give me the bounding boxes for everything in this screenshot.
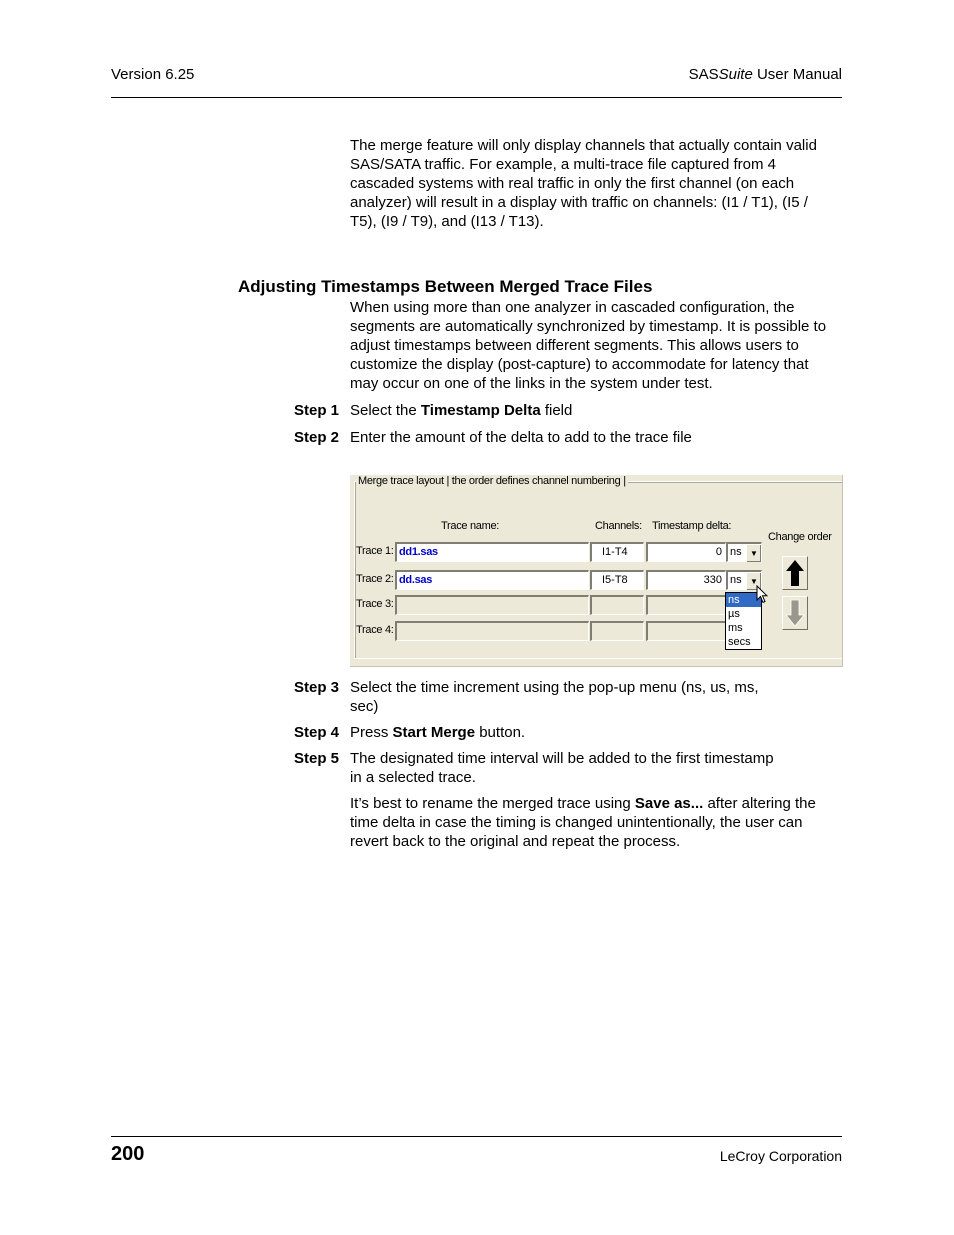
arrow-up-icon <box>783 557 807 589</box>
step-text-line: The designated time interval will be added to the first timestamp <box>350 750 774 767</box>
move-up-button[interactable] <box>782 556 808 590</box>
trace-1-delta-field[interactable]: 0 <box>646 542 726 562</box>
footer-company: LeCroy Corporation <box>719 1148 842 1164</box>
section-line: When using more than one analyzer in cascaded configuration, the <box>350 299 795 316</box>
dropdown-option-ns[interactable]: ns <box>726 593 761 607</box>
step-5 <box>294 749 842 787</box>
trace-2-name-field[interactable]: dd.sas <box>395 570 589 590</box>
section-line: may occur on one of the links in the system under test. <box>350 375 713 392</box>
header-rule <box>111 97 842 98</box>
intro-line: cascaded systems with real traffic in only the first channel (on each <box>350 175 795 192</box>
trace-4-delta-field <box>646 621 726 641</box>
trace-1-channels-field: I1-T4 <box>590 542 644 562</box>
mouse-cursor-icon <box>756 585 768 605</box>
trace-1-label: Trace 1: <box>356 545 394 557</box>
footer-rule <box>111 1136 842 1137</box>
change-order-label: Change order <box>768 531 832 543</box>
step-2 <box>294 428 842 447</box>
trace-4-label: Trace 4: <box>356 624 394 636</box>
manual-italic: Suite <box>718 66 753 83</box>
step-label: Step 1 <box>294 402 340 419</box>
closing-line: time delta in case the timing is changed unintentionally, the user can <box>350 814 803 831</box>
step-label: Step 3 <box>294 679 340 696</box>
trace-3-delta-field <box>646 595 726 615</box>
section-line: segments are automatically synchronized by timestamp. It is possible to <box>350 318 827 335</box>
step-text-line: in a selected trace. <box>350 769 476 786</box>
closing-line: revert back to the original and repeat the process. <box>350 833 681 850</box>
step-text-line: sec) <box>350 698 379 715</box>
closing-pre: It’s best to rename the merged trace using <box>350 795 635 812</box>
step-text: Enter the amount of the delta to add to the trace file <box>350 429 692 446</box>
intro-line: analyzer) will result in a display with traffic on channels: (I1 / T1), (I5 / <box>350 194 808 211</box>
trace-2-delta-field[interactable]: 330 <box>646 570 726 590</box>
trace-2-label: Trace 2: <box>356 573 394 585</box>
step-label: Step 4 <box>294 724 340 741</box>
trace-3-channels-field <box>590 595 644 615</box>
section-line: adjust timestamps between different segments. This allows users to <box>350 337 799 354</box>
intro-line: SAS/SATA traffic. For example, a multi-trace file captured from 4 <box>350 156 776 173</box>
header-version: Version 6.25 <box>111 66 195 83</box>
trace-4-channels-field <box>590 621 644 641</box>
trace-1-name-field[interactable]: dd1.sas <box>395 542 589 562</box>
step-text <box>350 723 790 742</box>
closing-bold: Save as... <box>634 795 704 812</box>
trace-2-channels-field: I5-T8 <box>590 570 644 590</box>
step-label: Step 2 <box>294 429 340 446</box>
trace-3-name-field <box>395 595 589 615</box>
merge-trace-layout-panel <box>350 475 843 667</box>
chevron-down-icon[interactable]: ▼ <box>746 544 761 562</box>
step-text <box>350 401 790 420</box>
col-trace-name: Trace name: <box>441 520 500 532</box>
closing-line <box>350 794 842 813</box>
step-1 <box>294 401 842 420</box>
step-4 <box>294 723 842 742</box>
intro-line: T5), (I9 / T9), and (I13 / T13). <box>350 213 544 230</box>
step-text <box>350 678 790 716</box>
manual-suffix: User Manual <box>752 66 842 83</box>
intro-paragraph <box>350 136 842 231</box>
step-text-post: button. <box>475 724 526 741</box>
intro-line: The merge feature will only display channels that actually contain valid <box>350 137 817 154</box>
trace-2-unit-value: ns <box>730 574 742 586</box>
trace-3-label: Trace 3: <box>356 598 394 610</box>
section-heading: Adjusting Timestamps Between Merged Trace Files <box>238 277 653 296</box>
page-number: 200 <box>111 1143 145 1165</box>
groupbox-legend: Merge trace layout | the order defines channel numbering | <box>358 475 626 487</box>
dropdown-option-ms[interactable]: ms <box>728 622 743 634</box>
step-text-post: field <box>540 402 573 419</box>
arrow-down-icon <box>783 597 807 629</box>
trace-4-name-field <box>395 621 589 641</box>
step-text-pre: Select the <box>350 402 421 419</box>
section-line: customize the display (post-capture) to accommodate for latency that <box>350 356 809 373</box>
trace-1-unit-select[interactable] <box>726 542 762 562</box>
col-timestamp-delta: Timestamp delta: <box>652 520 732 532</box>
manual-prefix: SAS <box>688 66 719 83</box>
dropdown-option-us[interactable]: µs <box>728 608 740 620</box>
step-label: Step 5 <box>294 750 340 767</box>
chevron-down-icon[interactable]: ▼ <box>746 572 761 590</box>
section-paragraph <box>350 298 842 393</box>
step-text-pre: Press <box>350 724 393 741</box>
dropdown-option-secs[interactable]: secs <box>728 636 751 648</box>
col-channels: Channels: <box>595 520 642 532</box>
move-down-button[interactable] <box>782 596 808 630</box>
step-text-bold: Start Merge <box>392 724 476 741</box>
step-text <box>350 749 790 787</box>
trace-1-unit-value: ns <box>730 546 742 558</box>
header-manual-title <box>689 66 842 83</box>
closing-post: after altering the <box>703 795 816 812</box>
step-text-line: Select the time increment using the pop-up menu (ns, us, ms, <box>350 679 759 696</box>
step-3 <box>294 678 842 716</box>
step-text-bold: Timestamp Delta <box>420 402 541 419</box>
closing-paragraph <box>350 794 842 851</box>
